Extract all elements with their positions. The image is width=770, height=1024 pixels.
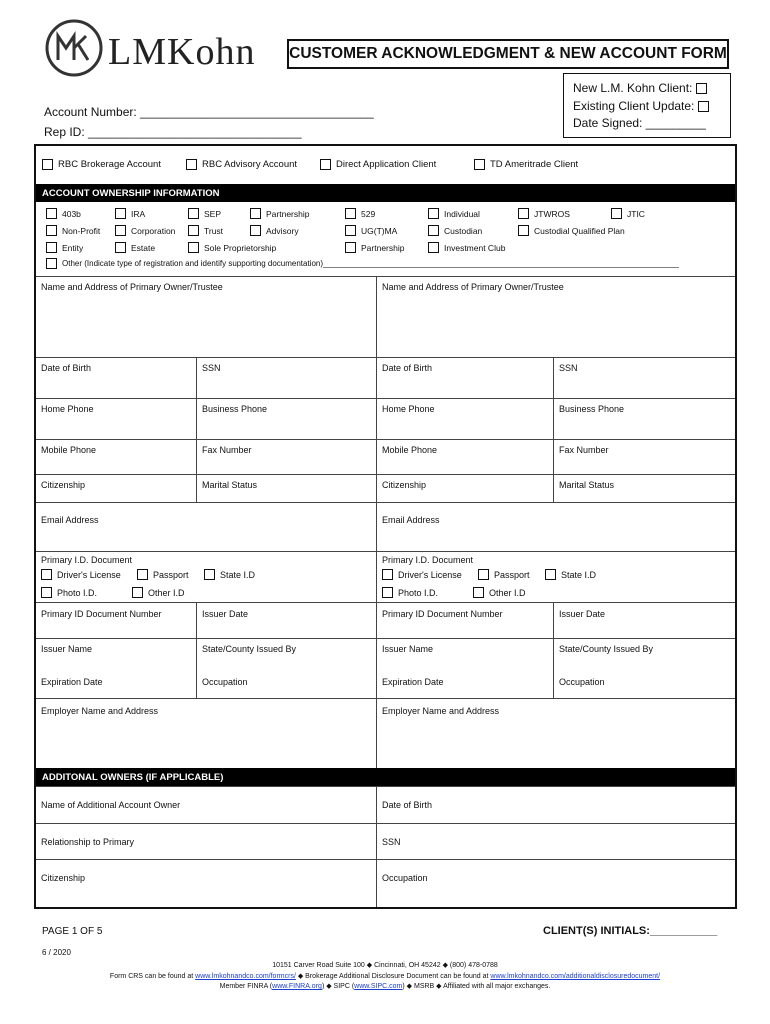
business-phone-label-2: Business Phone bbox=[559, 404, 625, 414]
state-id-option-2[interactable]: State I.D bbox=[545, 569, 596, 580]
checkbox[interactable] bbox=[188, 208, 199, 219]
account-number-field[interactable]: Account Number: ___________________________________ bbox=[44, 105, 374, 119]
new-client-checkbox[interactable] bbox=[696, 83, 707, 94]
drivers-license-option-2[interactable]: Driver's License bbox=[382, 569, 462, 580]
ownership-ugtma[interactable]: UG(T)MA bbox=[345, 225, 397, 236]
checkbox[interactable] bbox=[41, 569, 52, 580]
other-id-option[interactable]: Other I.D bbox=[132, 587, 185, 598]
checkbox[interactable] bbox=[518, 208, 529, 219]
checkbox[interactable] bbox=[188, 225, 199, 236]
ownership-entity[interactable]: Entity bbox=[46, 242, 83, 253]
employer-label: Employer Name and Address bbox=[41, 706, 159, 716]
sipc-link[interactable]: www.SIPC.com bbox=[354, 983, 403, 990]
ownership-corporation[interactable]: Corporation bbox=[115, 225, 175, 236]
checkbox[interactable] bbox=[115, 225, 126, 236]
ssn-label: SSN bbox=[202, 363, 221, 373]
ownership-custodial-qualified-plan[interactable]: Custodial Qualified Plan bbox=[518, 225, 625, 236]
photo-id-option[interactable]: Photo I.D. bbox=[41, 587, 97, 598]
photo-id-option-2[interactable]: Photo I.D. bbox=[382, 587, 438, 598]
ownership-non-profit[interactable]: Non-Profit bbox=[46, 225, 100, 236]
ownership-403b[interactable]: 403b bbox=[46, 208, 81, 219]
checkbox[interactable] bbox=[250, 225, 261, 236]
ownership-jtwros[interactable]: JTWROS bbox=[518, 208, 570, 219]
checkbox[interactable] bbox=[41, 587, 52, 598]
checkbox[interactable] bbox=[46, 242, 57, 253]
checkbox[interactable] bbox=[46, 208, 57, 219]
expiration-label-2: Expiration Date bbox=[382, 677, 444, 687]
mobile-phone-label-2: Mobile Phone bbox=[382, 445, 438, 455]
primary-id-number-label-2: Primary ID Document Number bbox=[382, 609, 503, 619]
passport-option-2[interactable]: Passport bbox=[478, 569, 530, 580]
citizenship-label: Citizenship bbox=[41, 480, 86, 490]
state-county-label: State/County Issued By bbox=[202, 644, 297, 654]
drivers-license-option[interactable]: Driver's License bbox=[41, 569, 121, 580]
checkbox[interactable] bbox=[428, 225, 439, 236]
primary-name-address-label: Name and Address of Primary Owner/Trustee bbox=[41, 282, 223, 292]
logo-text: LMKohn bbox=[108, 31, 256, 73]
marital-status-label-2: Marital Status bbox=[559, 480, 615, 490]
lmk-monogram-icon bbox=[44, 18, 104, 78]
checkbox[interactable] bbox=[382, 587, 393, 598]
business-phone-label: Business Phone bbox=[202, 404, 268, 414]
checkbox[interactable] bbox=[204, 569, 215, 580]
ownership-custodian[interactable]: Custodian bbox=[428, 225, 482, 236]
occupation-label-2: Occupation bbox=[559, 677, 605, 687]
issuer-name-label-2: Issuer Name bbox=[382, 644, 434, 654]
ownership-partnership-2[interactable]: Partnership bbox=[345, 242, 404, 253]
mobile-phone-label: Mobile Phone bbox=[41, 445, 97, 455]
additional-owners-heading: ADDITONAL OWNERS (IF APPLICABLE) bbox=[36, 768, 735, 786]
ownership-heading: ACCOUNT OWNERSHIP INFORMATION bbox=[36, 184, 735, 202]
occupation-label: Occupation bbox=[202, 677, 248, 687]
issuer-date-label-2: Issuer Date bbox=[559, 609, 606, 619]
checkbox[interactable] bbox=[188, 242, 199, 253]
ownership-trust[interactable]: Trust bbox=[188, 225, 223, 236]
checkbox[interactable] bbox=[115, 208, 126, 219]
checkbox[interactable] bbox=[518, 225, 529, 236]
client-status-box bbox=[563, 73, 731, 138]
checkbox[interactable] bbox=[345, 208, 356, 219]
checkbox[interactable] bbox=[46, 258, 57, 269]
email-label-2: Email Address bbox=[382, 515, 440, 525]
ownership-estate[interactable]: Estate bbox=[115, 242, 155, 253]
form-title: CUSTOMER ACKNOWLEDGMENT & NEW ACCOUNT FORM bbox=[287, 39, 729, 69]
account-type-rbc-brokerage[interactable]: RBC Brokerage Account bbox=[42, 159, 161, 170]
secondary-name-address-label: Name and Address of Primary Owner/Trustee bbox=[382, 282, 564, 292]
existing-client-label: Existing Client Update: bbox=[573, 98, 695, 113]
existing-client-checkbox[interactable] bbox=[698, 101, 709, 112]
checkbox[interactable] bbox=[428, 242, 439, 253]
passport-option[interactable]: Passport bbox=[137, 569, 189, 580]
ssn-label-2: SSN bbox=[559, 363, 578, 373]
ownership-investment-club[interactable]: Investment Club bbox=[428, 242, 505, 253]
dob-label: Date of Birth bbox=[41, 363, 92, 373]
additional-ssn-label: SSN bbox=[382, 837, 401, 847]
primary-id-doc-label-2: Primary I.D. Document bbox=[382, 555, 474, 565]
issuer-date-label: Issuer Date bbox=[202, 609, 249, 619]
client-initials-field[interactable]: CLIENT(S) INITIALS:___________ bbox=[543, 925, 718, 937]
ownership-529[interactable]: 529 bbox=[345, 208, 375, 219]
primary-id-doc-label: Primary I.D. Document bbox=[41, 555, 133, 565]
checkbox[interactable] bbox=[46, 225, 57, 236]
other-id-option-2[interactable]: Other I.D bbox=[473, 587, 526, 598]
ownership-advisory[interactable]: Advisory bbox=[250, 225, 299, 236]
checkbox[interactable] bbox=[473, 587, 484, 598]
page-number: PAGE 1 OF 5 bbox=[42, 926, 103, 937]
ownership-jtic[interactable]: JTIC bbox=[611, 208, 645, 219]
form-date: 6 / 2020 bbox=[42, 948, 71, 957]
fax-label-2: Fax Number bbox=[559, 445, 609, 455]
account-type-td-ameritrade[interactable]: TD Ameritrade Client bbox=[474, 159, 578, 170]
dob-label-2: Date of Birth bbox=[382, 363, 433, 373]
new-client-label: New L.M. Kohn Client: bbox=[573, 81, 693, 95]
ownership-individual[interactable]: Individual bbox=[428, 208, 480, 219]
state-id-option[interactable]: State I.D bbox=[204, 569, 255, 580]
ownership-partnership[interactable]: Partnership bbox=[250, 208, 309, 219]
footer-address: 10151 Carver Road Suite 100 ◆ Cincinnati, OH 45242 ◆ (800) 478-0788 bbox=[272, 962, 498, 969]
employer-label-2: Employer Name and Address bbox=[382, 706, 500, 716]
state-county-label-2: State/County Issued By bbox=[559, 644, 654, 654]
checkbox[interactable] bbox=[42, 159, 53, 170]
checkbox[interactable] bbox=[250, 208, 261, 219]
fax-label: Fax Number bbox=[202, 445, 252, 455]
checkbox[interactable] bbox=[345, 225, 356, 236]
form-frame bbox=[34, 144, 737, 909]
footer-disclosures: Form CRS can be found at www.lmkohnandco.com/formcrs/ ◆ Brokerage Additional Disclosure Document can be found at www.lmkohnandco.com/additionaldisclosuredocument/ bbox=[109, 973, 661, 980]
citizenship-label-2: Citizenship bbox=[382, 480, 427, 490]
account-type-direct-application[interactable]: Direct Application Client bbox=[320, 159, 436, 170]
email-label: Email Address bbox=[41, 515, 99, 525]
additional-owner-name-label: Name of Additional Account Owner bbox=[41, 800, 181, 810]
ownership-sep[interactable]: SEP bbox=[188, 208, 221, 219]
primary-id-number-label: Primary ID Document Number bbox=[41, 609, 162, 619]
date-signed-field[interactable]: Date Signed: _________ bbox=[573, 116, 706, 130]
rep-id-field[interactable]: Rep ID: ________________________________ bbox=[44, 125, 302, 139]
account-type-rbc-advisory[interactable]: RBC Advisory Account bbox=[186, 159, 297, 170]
finra-link[interactable]: www.FINRA.org bbox=[272, 983, 322, 990]
checkbox[interactable] bbox=[115, 242, 126, 253]
checkbox[interactable] bbox=[611, 208, 622, 219]
checkbox[interactable] bbox=[545, 569, 556, 580]
checkbox[interactable] bbox=[132, 587, 143, 598]
expiration-label: Expiration Date bbox=[41, 677, 103, 687]
checkbox[interactable] bbox=[186, 159, 197, 170]
marital-status-label: Marital Status bbox=[202, 480, 258, 490]
company-logo bbox=[44, 16, 274, 86]
checkbox[interactable] bbox=[137, 569, 148, 580]
footer-membership: Member FINRA (www.FINRA.org) ◆ SIPC (www.SIPC.com) ◆ MSRB ◆ Affiliated with all major exchanges. bbox=[219, 983, 551, 990]
form-crs-link[interactable]: www.lmkohnandco.com/formcrs/ bbox=[195, 973, 296, 980]
additional-occupation-label: Occupation bbox=[382, 873, 428, 883]
additional-citizenship-label: Citizenship bbox=[41, 873, 86, 883]
checkbox[interactable] bbox=[382, 569, 393, 580]
checkbox[interactable] bbox=[320, 159, 331, 170]
home-phone-label: Home Phone bbox=[41, 404, 94, 414]
ownership-other[interactable]: Other (Indicate type of registration and identify supporting documentation)________________________________________________________________________________ bbox=[46, 258, 679, 269]
relationship-label: Relationship to Primary bbox=[41, 837, 135, 847]
ownership-ira[interactable]: IRA bbox=[115, 208, 145, 219]
additional-dob-label: Date of Birth bbox=[382, 800, 433, 810]
issuer-name-label: Issuer Name bbox=[41, 644, 93, 654]
ownership-sole-proprietorship[interactable]: Sole Proprietorship bbox=[188, 242, 276, 253]
checkbox[interactable] bbox=[345, 242, 356, 253]
disclosure-doc-link[interactable]: www.lmkohnandco.com/additionaldisclosuredocument/ bbox=[490, 973, 661, 980]
checkbox[interactable] bbox=[428, 208, 439, 219]
checkbox[interactable] bbox=[474, 159, 485, 170]
checkbox[interactable] bbox=[478, 569, 489, 580]
home-phone-label-2: Home Phone bbox=[382, 404, 435, 414]
